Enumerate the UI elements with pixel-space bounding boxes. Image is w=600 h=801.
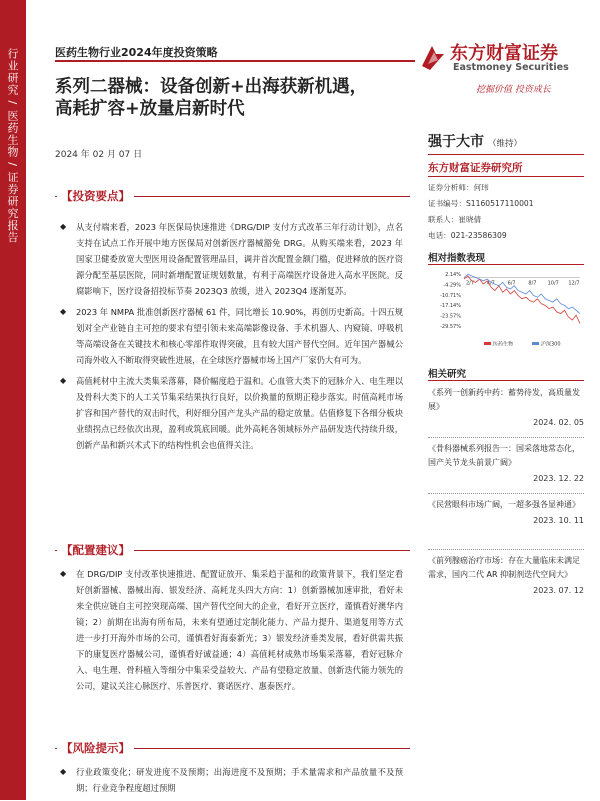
header-rule (55, 60, 415, 62)
related-item[interactable] (428, 386, 584, 430)
section-label: 【风险提示】 (57, 740, 134, 756)
x-tick-label: 6/7 (507, 280, 516, 287)
bullet-icon: ◆ (60, 222, 67, 231)
divider (428, 264, 584, 265)
highlights-list (58, 219, 403, 458)
section-label: 【配置建议】 (57, 542, 134, 558)
report-title (55, 76, 415, 120)
related-item[interactable] (428, 554, 584, 598)
x-tick-label: 10/7 (547, 280, 559, 287)
related-title[interactable]: 《前列腺癌治疗市场：存在大量临床未满足需求，国内二代 AR 抑制剂迭代空间大》 (428, 556, 580, 579)
related-item[interactable] (428, 442, 584, 486)
list-item (58, 304, 403, 368)
institute-name: 东方财富证券研究所 (428, 162, 523, 174)
x-tick-label: 2/7 (465, 280, 475, 287)
series-line (464, 276, 580, 324)
sidebar-strip (0, 0, 26, 800)
analyst-cert: 证书编号：S1160517110001 (428, 199, 534, 208)
y-tick-label: -17.14% (440, 303, 461, 310)
divider (428, 380, 584, 381)
item-text: 高值耗材中主流大类集采落幕，降价幅度趋于温和。心血管大类下的冠脉介入、电生理以及骨科大类下的人工关节集采结果执行良好，以价换量的预期正稳步落实。时值高耗市场扩容和国产替代的双击时代，利好细分国产龙头产品的稳定放量。估值修复下各细分板块业绩拐点已经依次出现，盈利或筑底回暖。此外高耗各领域标外产品研发迭代持续升级，创新产品和新兴术式下的结构性机会也值得关注。 (76, 376, 403, 450)
item-text: 在 DRG/DIP 支付改革快速推进、配置证放开、集采趋于温和的政策背景下，我们坚定看好创新器械、器械出海、银发经济、高耗龙头四大方向：1）创新器械加速审批，看好未来全供应链自主可控突现高端、国产替代空间大的企业，看好开立医疗，谨慎看好澳华内镜；2）前期在出海有所布局，未来有望通过定制化能力、产品力提升、渠道复用等方式进一步打开海外市场的公司，谨慎看好海泰新光；3）银发经济垂类发展，看好供需共振下的康复医疗器械公司，谨慎看好诚益通；4）高值耗材成熟市场集采落幕，看好冠脉介入、电生理、骨科植入等细分中集采受益较大、产品有望稳定放量、创新迭代能力领先的公司，建议关注心脉医疗、乐普医疗、赛诺医疗、惠泰医疗。 (76, 569, 403, 691)
section-risk-header (55, 740, 410, 758)
y-tick-label: 2.14% (445, 272, 461, 278)
related-date: 2023. 10. 11 (533, 516, 584, 525)
title-line-1: 系列二器械：设备创新+出海获新机遇， (55, 77, 368, 97)
legend-label: 医药生物 (493, 341, 514, 348)
report-date: 2024 年 02 月 07 日 (55, 150, 143, 160)
divider (428, 176, 584, 177)
list-item (58, 373, 403, 453)
brand-name-en: Eastmoney Securities (453, 62, 569, 73)
rating-label: 强于大市 (428, 134, 484, 150)
related-heading: 相关研究 (428, 369, 467, 380)
x-tick-label: 12/7 (568, 280, 580, 287)
brand-logo (418, 36, 578, 78)
divider (428, 437, 584, 438)
bullet-icon: ◆ (60, 376, 67, 385)
bullet-icon: ◆ (60, 569, 67, 578)
contact-person: 联系人：崔晓倩 (428, 215, 482, 224)
related-title[interactable]: 《骨科器械系列报告一：国采落地常态化，国产关节龙头前景广阔》 (428, 444, 580, 467)
rating-note: （维持） (488, 139, 523, 149)
section-highlights-header (55, 188, 410, 206)
y-tick-label: -4.29% (443, 282, 461, 289)
x-tick-label: 4/7 (486, 280, 495, 287)
legend-swatch (484, 342, 491, 345)
legend-swatch (532, 342, 539, 345)
contact-phone: 电话：021-23586309 (428, 231, 507, 240)
brand-name-cn: 东方财富证券 (450, 43, 558, 64)
section-label: 【投资要点】 (57, 188, 134, 204)
risk-list (58, 764, 403, 801)
related-item[interactable] (428, 498, 584, 528)
related-title[interactable]: 《民营眼科市场广阔，一超多强各显神通》 (428, 500, 580, 509)
brand-mark-icon (418, 42, 448, 72)
list-item (58, 764, 403, 796)
item-text: 行业政策变化；研发进度不及预期；出海进度不及预期；手术量需求和产品放量不及预期；行业竞争程度超过预期 (76, 767, 403, 793)
y-tick-label: -29.57% (440, 324, 461, 330)
analyst-name: 证券分析师：何玮 (428, 183, 489, 192)
item-text: 从支付端来看，2023 年医保局快速推进《DRG/DIP 支付方式改革三年行动计划》，点名支持在试点工作开展中地方医保局对创新医疗器械豁免 DRG。从购买端来看，2023 年国家卫健委放宽大型医用设备配置管理品目，调并首次配置金额门槛，促进释放的医疗资源分配至基层医院，同时新增配置证规划数量，有利于高端医疗设备进入高水平医院。反腐影响下，医疗设备招投标节奏 2023Q3 放缓，进入 2023Q4 逐渐复苏。 (76, 222, 403, 296)
related-date: 2024. 02. 05 (533, 418, 584, 427)
list-item (58, 566, 403, 694)
advice-list (58, 566, 403, 699)
divider (428, 493, 584, 494)
y-tick-label: -23.57% (440, 313, 461, 320)
report-subtitle: 医药生物行业2024年度投资策略 (55, 46, 218, 59)
related-title[interactable]: 《系列一创新药中药：蓄势待发，高质量发展》 (428, 388, 580, 411)
title-line-2: 高耗扩容+放量启新时代 (55, 99, 245, 119)
rating (428, 131, 522, 151)
bullet-icon: ◆ (60, 767, 67, 776)
divider (428, 549, 584, 550)
y-tick-label: -10.71% (440, 292, 461, 299)
x-tick-label: 8/7 (528, 280, 537, 287)
performance-chart (428, 268, 586, 350)
performance-heading: 相对指数表现 (428, 253, 486, 264)
item-text: 2023 年 NMPA 批准创新医疗器械 61 件，同比增长 10.90%，再创历史新高。十四五规划对全产业链自主可控的要求有望引领未来高端影像设备、手术机器人、内窥镜、呼吸机等高端设备在关键技术和核心零部件取得突破，且有较大国产替代空间。近年国产器械公司海外收入不断取得突破性进展，在全球医疗器械市场上国产厂家仍大有可为。 (76, 307, 403, 365)
sidebar-text: 行业研究 / 医药生物 / 证券研究报告 (6, 48, 19, 244)
list-item (58, 219, 403, 299)
divider (428, 154, 584, 155)
section-advice-header (55, 542, 410, 560)
legend-label: 沪深300 (541, 341, 561, 348)
series-line (464, 274, 580, 313)
related-date: 2023. 12. 22 (533, 474, 584, 483)
brand-slogan: 挖掘价值 投资成长 (476, 85, 551, 95)
related-date: 2023. 07. 12 (533, 586, 584, 595)
bullet-icon: ◆ (60, 307, 67, 316)
